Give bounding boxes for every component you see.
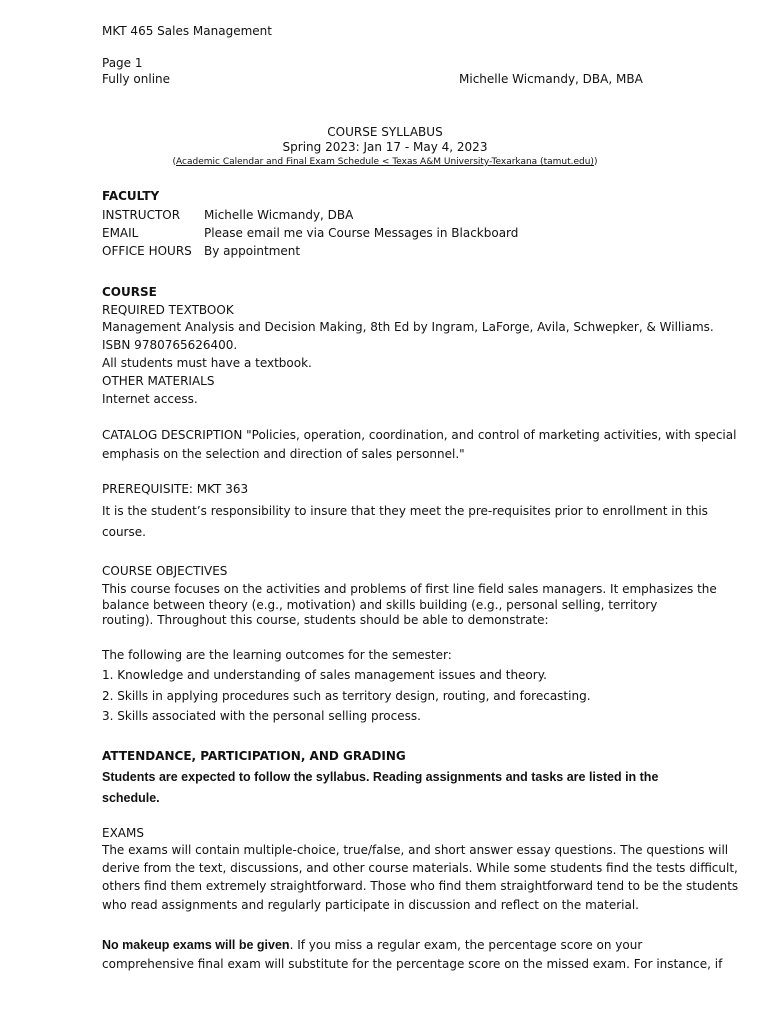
calendar-link[interactable]: Academic Calendar and Final Exam Schedule < Texas A&M University-Texarkana (tamut.edu) (176, 157, 594, 167)
textbook-heading: REQUIRED TEXTBOOK (102, 303, 234, 317)
objectives-line-3: routing). Throughout this course, students should be able to demonstrate: (102, 613, 549, 627)
email-value: Please email me via Course Messages in Blackboard (204, 226, 519, 240)
outcome-item: 2. Skills in applying procedures such as territory design, routing, and forecasting. (102, 689, 591, 703)
email-label: EMAIL (102, 226, 139, 240)
calendar-reference (0, 157, 770, 167)
textbook-title: Management Analysis and Decision Making, 8th Ed by Ingram, LaForge, Avila, Schwepker, & Williams. (102, 320, 714, 334)
objectives-heading: COURSE OBJECTIVES (102, 564, 228, 578)
delivery-mode: Fully online (102, 72, 171, 86)
calendar-close-paren: ) (593, 157, 598, 167)
exams-line: who read assignments and regularly participate in discussion and reflect on the material. (102, 898, 639, 912)
textbook-isbn: ISBN 9780765626400. (102, 338, 238, 352)
prerequisite: PREREQUISITE: MKT 363 (102, 482, 249, 496)
attendance-line-1: Students are expected to follow the syllabus. Reading assignments and tasks are listed in the (102, 770, 659, 784)
syllabus-title: COURSE SYLLABUS (327, 125, 443, 139)
exams-line: others find them extremely straightforward. Those who find them straightforward tend to be the students (102, 879, 739, 893)
author-name: Michelle Wicmandy, DBA, MBA (459, 72, 643, 86)
attendance-line-2: schedule. (102, 791, 160, 805)
catalog-description-line-2: emphasis on the selection and direction of sales personnel." (102, 447, 465, 461)
calendar-open-paren: ( (172, 157, 177, 167)
term-dates: Spring 2023: Jan 17 - May 4, 2023 (282, 140, 488, 154)
instructor-value: Michelle Wicmandy, DBA (204, 208, 354, 222)
attendance-heading: ATTENDANCE, PARTICIPATION, AND GRADING (102, 749, 406, 763)
makeup-policy-bold: No makeup exams will be given (102, 938, 290, 952)
course-header: MKT 465 Sales Management (102, 24, 272, 38)
office-hours-value: By appointment (204, 244, 301, 258)
exams-line: The exams will contain multiple-choice, true/false, and short answer essay questions. The questions will (102, 843, 729, 857)
exams-heading: EXAMS (102, 826, 144, 840)
catalog-description-line-1: CATALOG DESCRIPTION "Policies, operation, coordination, and control of marketing activities, with special (102, 428, 737, 442)
objectives-line-2: balance between theory (e.g., motivation) and skills building (e.g., personal selling, territory (102, 598, 658, 612)
makeup-policy-rest: . If you miss a regular exam, the percentage score on your (289, 938, 643, 952)
outcome-item: 1. Knowledge and understanding of sales management issues and theory. (102, 668, 547, 682)
makeup-policy-line-1 (102, 938, 642, 952)
instructor-label: INSTRUCTOR (102, 208, 181, 222)
outcome-item: 3. Skills associated with the personal selling process. (102, 709, 421, 723)
page-number: Page 1 (102, 56, 143, 70)
other-materials-heading: OTHER MATERIALS (102, 374, 215, 388)
makeup-policy-line-2: comprehensive final exam will substitute for the percentage score on the missed exam. For instance, if (102, 957, 723, 971)
outcomes-intro: The following are the learning outcomes for the semester: (102, 648, 452, 662)
prerequisite-note-line-1: It is the student’s responsibility to insure that they meet the pre-requisites prior to enrollment in this (102, 504, 708, 518)
office-hours-label: OFFICE HOURS (102, 244, 192, 258)
objectives-line-1: This course focuses on the activities and problems of first line field sales managers. It emphasizes the (102, 582, 717, 596)
course-heading: COURSE (102, 285, 157, 299)
prerequisite-note-line-2: course. (102, 525, 146, 539)
other-materials: Internet access. (102, 392, 198, 406)
faculty-heading: FACULTY (102, 189, 160, 203)
textbook-note: All students must have a textbook. (102, 356, 312, 370)
exams-line: derive from the text, discussions, and other course materials. While some students find the tests difficult, (102, 861, 738, 875)
